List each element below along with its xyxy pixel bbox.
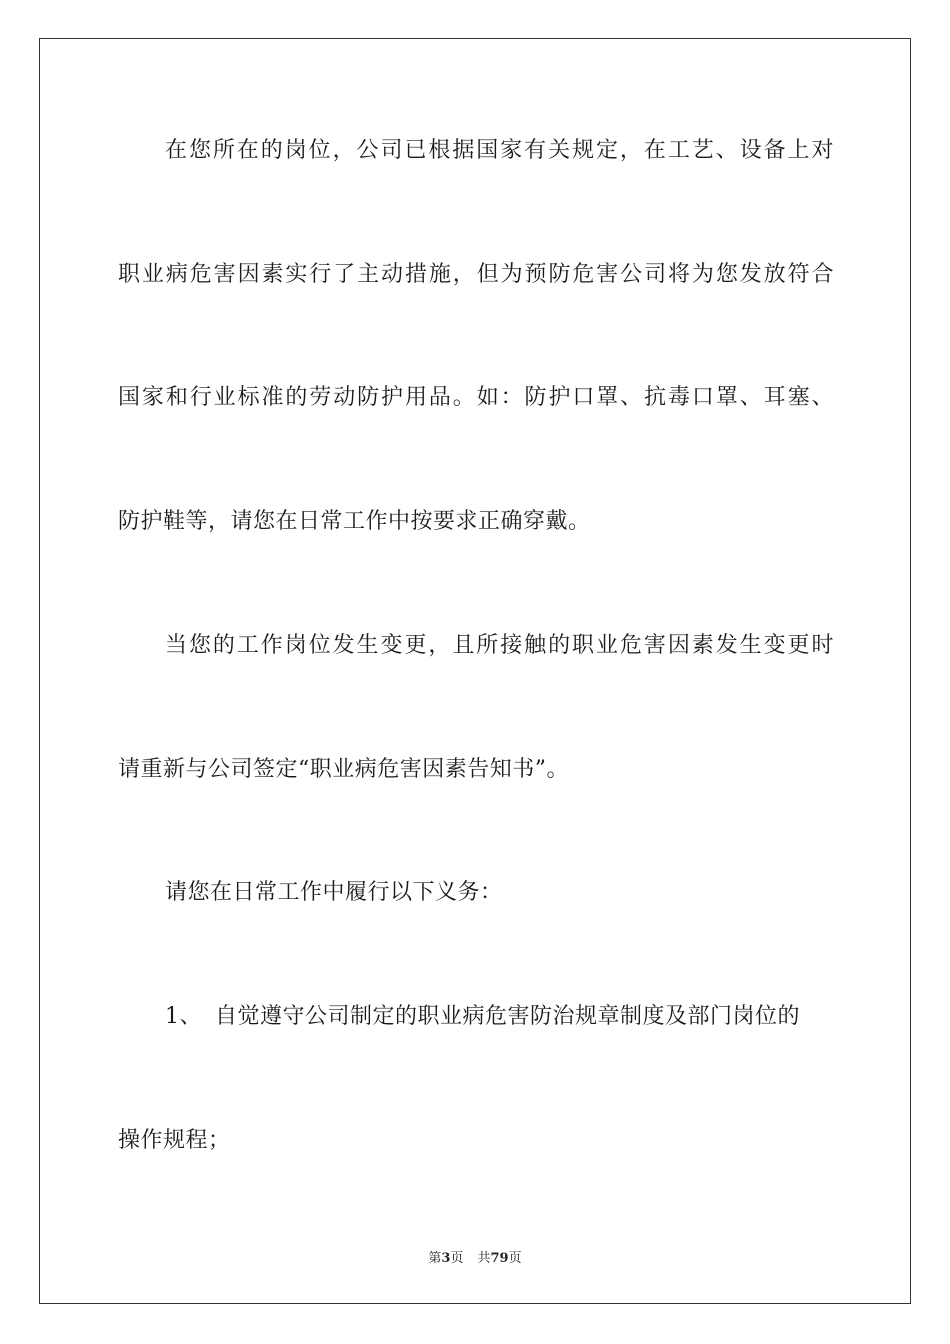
page-footer [0, 1250, 950, 1268]
list-item-1-line-2: 操作规程； [118, 1128, 231, 1153]
page-border [39, 38, 911, 1304]
footer-page-prefix: 第 [428, 1251, 442, 1266]
footer-total-pages: 79 [490, 1251, 509, 1266]
paragraph-1-line-1: 在您所在的岗位，公司已根据国家有关规定，在工艺、设备上对 [165, 138, 834, 163]
list-item-text: 自觉遵守公司制定的职业病危害防治规章制度及部门岗位的 [215, 1004, 801, 1029]
footer-total-prefix: 共 [477, 1251, 491, 1266]
footer-page-suffix: 页 [450, 1251, 464, 1266]
paragraph-1-line-3: 国家和行业标准的劳动防护用品。如：防护口罩、抗毒口罩、耳塞、 [118, 385, 834, 410]
list-item-1-line-1 [165, 1002, 834, 1032]
footer-total-suffix: 页 [508, 1251, 522, 1266]
paragraph-2-line-1: 当您的工作岗位发生变更，且所接触的职业危害因素发生变更时 [165, 633, 834, 658]
footer-page-number: 3 [441, 1251, 451, 1266]
paragraph-3-line-1: 请您在日常工作中履行以下义务： [165, 880, 503, 905]
paragraph-1-line-2: 职业病危害因素实行了主动措施，但为预防危害公司将为您发放符合 [118, 262, 834, 287]
paragraph-2-line-2: 请重新与公司签定“职业病危害因素告知书”。 [118, 757, 569, 782]
list-item-number: 1、 [165, 1004, 202, 1029]
paragraph-1-line-4: 防护鞋等，请您在日常工作中按要求正确穿戴。 [118, 509, 591, 534]
